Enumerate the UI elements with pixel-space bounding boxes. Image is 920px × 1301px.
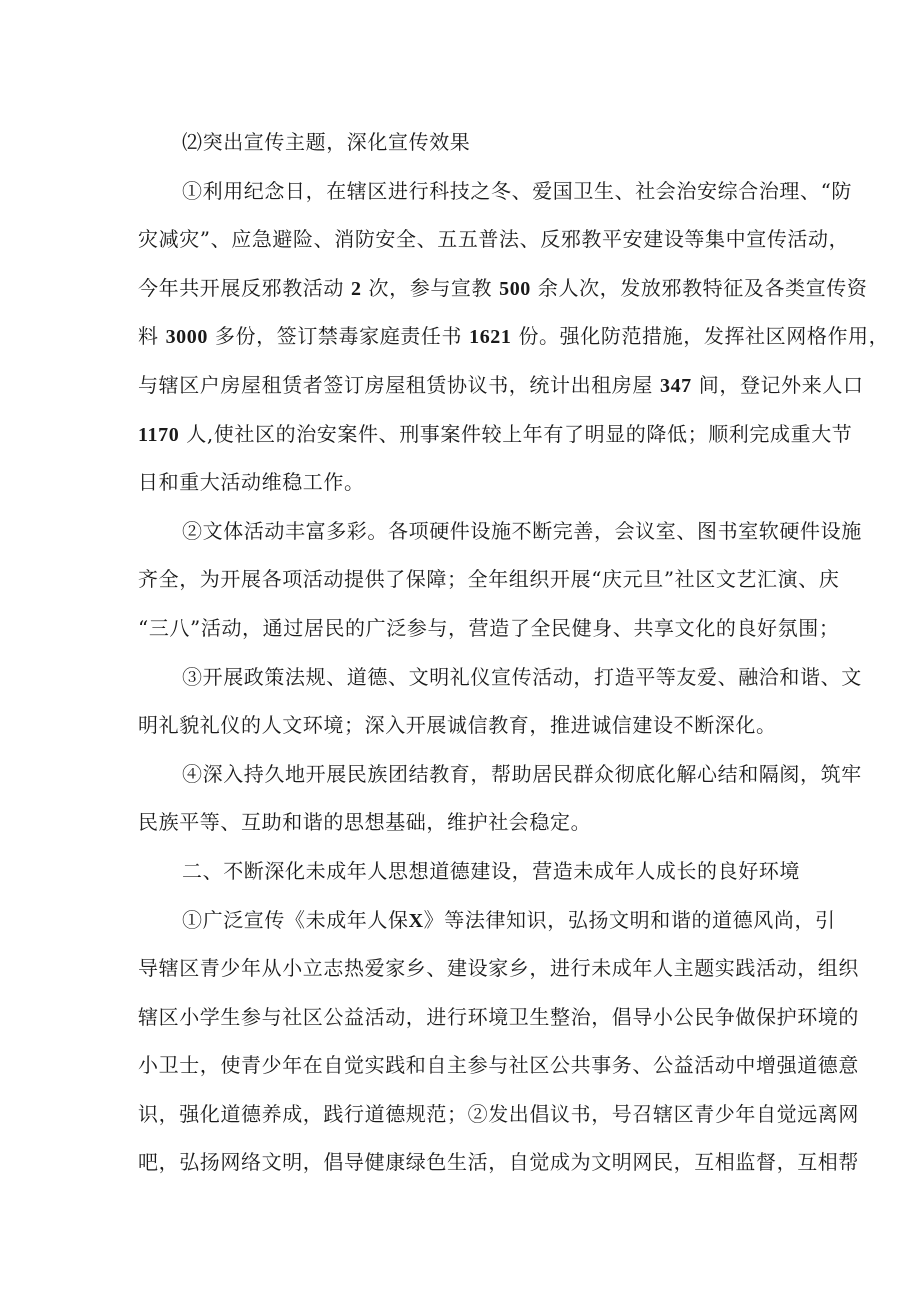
paragraph-line: ④深入持久地开展民族团结教育，帮助居民群众彻底化解心结和隔阂，筑牢 bbox=[182, 761, 862, 786]
bold-number: 347 bbox=[659, 374, 692, 397]
paragraph-line: 齐全，为开展各项活动提供了保障；全年组织开展“庆元旦”社区文艺汇演、庆 bbox=[138, 567, 840, 592]
paragraph-line: 日和重大活动维稳工作。 bbox=[138, 470, 365, 495]
bold-number: 1170 bbox=[138, 423, 180, 446]
document-page bbox=[138, 118, 890, 1187]
paragraph-line: 明礼貌礼仪的人文环境；深入开展诚信教育，推进诚信建设不断深化。 bbox=[138, 713, 777, 738]
paragraph-line: 灾减灾”、应急避险、消防安全、五五普法、反邪教平安建设等集中宣传活动， bbox=[138, 227, 850, 252]
section-heading: 二、不断深化未成年人思想道德建设，营造未成年人成长的良好环境 bbox=[182, 858, 800, 883]
paragraph-line: 与辖区户房屋租赁者签订房屋租赁协议书，统计出租房屋 347 间，登记外来人口 bbox=[138, 372, 864, 397]
paragraph-line: 导辖区青少年从小立志热爱家乡、建设家乡，进行未成年人主题实践活动，组织 bbox=[138, 956, 859, 981]
section-heading: ⑵突出宣传主题，深化宣传效果 bbox=[182, 130, 471, 154]
paragraph-line: ①利用纪念日，在辖区进行科技之冬、爱国卫生、社会治安综合治理、“防 bbox=[182, 178, 853, 203]
paragraph-line: 民族平等、互助和谐的思想基础，维护社会稳定。 bbox=[138, 810, 592, 835]
bold-number: 3000 bbox=[165, 326, 208, 349]
paragraph-line: 辖区小学生参与社区公益活动，进行环境卫生整治，倡导小公民争做保护环境的 bbox=[138, 1004, 859, 1029]
paragraph-line: 今年共开展反邪教活动 2 次，参与宣教 500 余人次，发放邪教特征及各类宣传资 bbox=[138, 275, 868, 300]
bold-number: 1621 bbox=[469, 326, 512, 349]
paragraph-line: 吧，弘扬网络文明，倡导健康绿色生活，自觉成为文明网民，互相监督，互相帮 bbox=[138, 1150, 859, 1175]
paragraph-line: 料 3000 多份，签订禁毒家庭责任书 1621 份。强化防范措施，发挥社区网格作用， bbox=[138, 324, 890, 349]
paragraph-line: “三八”活动，通过居民的广泛参与，营造了全民健身、共享文化的良好氛围； bbox=[138, 615, 840, 640]
paragraph-line: ①广泛宣传《未成年人保X》等法律知识，弘扬文明和谐的道德风尚，引 bbox=[182, 907, 836, 932]
paragraph-line: ③开展政策法规、道德、文明礼仪宣传活动，打造平等友爱、融洽和谐、文 bbox=[182, 664, 862, 689]
paragraph-line: 1170 人,使社区的治安案件、刑事案件较上年有了明显的降低；顺利完成重大节 bbox=[138, 421, 853, 446]
paragraph-line: 小卫士，使青少年在自觉实践和自主参与社区公共事务、公益活动中增强道德意 bbox=[138, 1053, 859, 1078]
paragraph-line: ②文体活动丰富多彩。各项硬件设施不断完善，会议室、图书室软硬件设施 bbox=[182, 518, 862, 543]
paragraph-line: 识，强化道德养成，践行道德规范；②发出倡议书，号召辖区青少年自觉远离网 bbox=[138, 1101, 859, 1126]
bold-letter: X bbox=[408, 909, 424, 932]
bold-number: 2 bbox=[350, 277, 362, 300]
bold-number: 500 bbox=[499, 277, 531, 300]
